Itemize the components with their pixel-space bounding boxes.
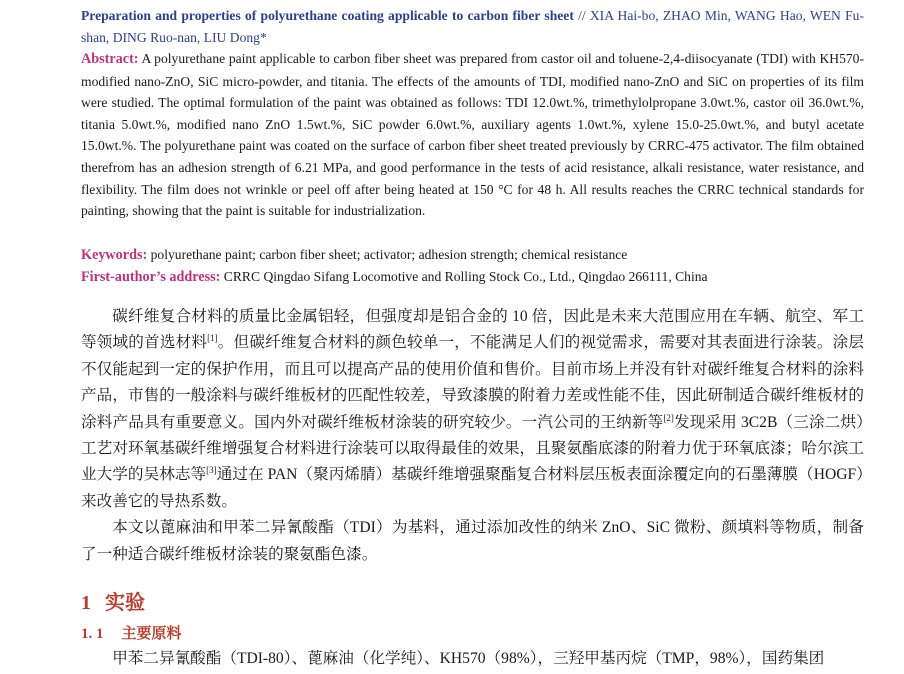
english-title-block <box>81 5 864 48</box>
body-text-span: 发现采用 3C2B（三涂二烘）工艺对环氧基碳纤维增强复合材料进行涂装可以取得最佳的效果，且聚氨酯底漆的附着力优于环氧底漆；哈尔滨工业大学的吴林志等 <box>81 413 864 484</box>
address-text: CRRC Qingdao Sifang Locomotive and Rolling Stock Co., Ltd., Qingdao 266111, China <box>220 269 708 284</box>
subsection-number: 1. 1 <box>81 626 104 642</box>
keywords-text: polyurethane paint; carbon fiber sheet; activator; adhesion strength; chemical resistance <box>147 247 628 262</box>
citation-ref-1: [1] <box>207 333 218 344</box>
citation-ref-2: [2] <box>663 412 674 423</box>
body-text-span: 通过在 PAN（聚丙烯腈）基碳纤维增强聚酯复合材料层压板表面涂覆定向的石墨薄膜（HOGF）来改善它的导热系数。 <box>81 466 864 510</box>
author-list: // XIA Hai-bo, ZHAO Min, WANG Hao, WEN Fu-shan, DING Ruo-nan, LIU Dong* <box>81 8 864 45</box>
section-title: 实验 <box>105 590 145 614</box>
address-block <box>81 266 864 289</box>
keywords-label: Keywords: <box>81 247 148 263</box>
address-label: First-author’s address: <box>81 269 221 285</box>
materials-text <box>81 646 864 672</box>
abstract-text: A polyurethane paint applicable to carbon fiber sheet was prepared from castor oil and toluene-2,4-diisocyanate (TDI) with KH570-modified nano-ZnO, SiC micro-powder, and titania. The effects of the amounts of TDI, modified nano-ZnO and SiC on properties of its film were studied. The optimal formulation of the paint was obtained as follows: TDI 12.0wt.%, trimethylolpropane 3.0wt.%, castor oil 36.0wt.%, titania 5.0wt.%, modified nano ZnO 1.5wt.%, SiC powder 6.0wt.%, auxiliary agents 1.0wt.%, xylene 15.0-25.0wt.%, and butyl acetate 15.0wt.%. The polyurethane paint was coated on the surface of carbon fiber sheet treated previously by CRRC-475 activator. The film obtained therefrom has an adhesion strength of 6.21 MPa, and good performance in the tests of acid resistance, alkali resistance, water resistance, and flexibility. The film does not wrinkle or peel off after being heated at 150 °C for 48 h. All results reaches the CRRC technical standards for painting, showing that the paint is suitable for industrialization. <box>81 51 864 219</box>
body-text-span: 碳纤维复合材料的质量比金属铝轻，但强度却是铝合金的 10 倍，因此是未来大范围应用在车辆、航空、军工等领域的首选材料 <box>81 308 864 352</box>
english-title: Preparation and properties of polyurethane coating applicable to carbon fiber sheet <box>81 8 574 23</box>
subsection-heading-1-1 <box>81 622 182 643</box>
body-text-span: 。但碳纤维复合材料的颜色较单一，不能满足人们的视觉需求，需要对其表面进行涂装。涂层不仅能起到一定的保护作用，而且可以提高产品的使用价值和售价。目前市场上并没有针对碳纤维复合材料的涂料产品，市售的一般涂料与碳纤维板材的匹配性较差，导致漆膜的附着力差或性能不佳，因此研制适合碳纤维板材的涂料产品具有重要意义。国内外对碳纤维板材涂装的研究较少。一汽公司的王纳新等 <box>81 334 864 431</box>
abstract-block <box>81 48 864 222</box>
subsection-title: 主要原料 <box>121 624 182 642</box>
section-number: 1 <box>81 592 91 614</box>
body-paragraph-1 <box>81 304 864 515</box>
keywords-block <box>81 244 864 267</box>
materials-paragraph: 甲苯二异氰酸酯（TDI-80）、蓖麻油（化学纯）、KH570（98%），三羟甲基丙烷（TMP，98%），国药集团 <box>112 650 825 667</box>
section-heading-1 <box>81 586 145 615</box>
citation-ref-3: [3] <box>206 465 217 476</box>
body-paragraph-2: 本文以蓖麻油和甲苯二异氰酸酯（TDI）为基料，通过添加改性的纳米 ZnO、SiC 微粉、颜填料等物质，制备了一种适合碳纤维板材涂装的聚氨酯色漆。 <box>81 519 864 563</box>
abstract-label: Abstract: <box>81 51 139 67</box>
body-text <box>81 304 864 568</box>
